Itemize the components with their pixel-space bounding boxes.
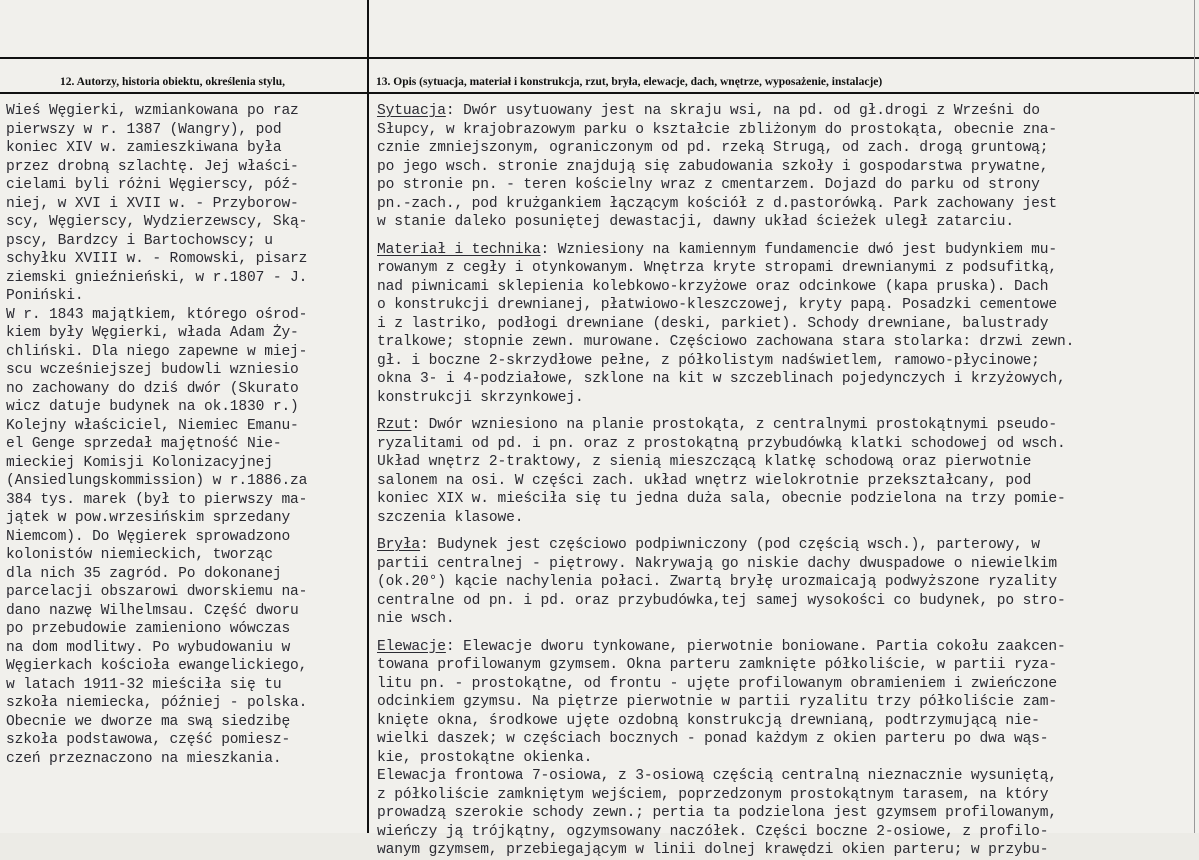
description-line bbox=[377, 102, 1192, 121]
history-line: po przebudowie zamieniono wówczas bbox=[6, 621, 291, 637]
history-line: szkoła niemiecka, później - polska. bbox=[6, 695, 308, 711]
description-line: Układ wnętrz 2-traktowy, z sienią mieszczącą klatkę schodową oraz pierwotnie bbox=[377, 454, 1032, 470]
section-text: : Wzniesiony na kamiennym fundamencie dwó jest budynkiem mu- bbox=[540, 241, 1058, 258]
history-line: W r. 1843 majątkiem, którego ośrod- bbox=[6, 306, 308, 323]
description-line: partii centralnej - piętrowy. Nakrywają go niskie dachy dwuspadowe o niewielkim bbox=[377, 555, 1058, 572]
section-gap bbox=[377, 407, 1192, 416]
history-line: szkoła podstawowa, część pomiesz- bbox=[6, 732, 291, 748]
description-line: rowanym z cegły i otynkowanym. Wnętrza kryte stropami drewnianymi z podsufitką, bbox=[377, 260, 1058, 276]
description-line: odcinkiem gzymsu. Na piętrze pierwotnie w partii ryzalitu trzy półkoliście zam- bbox=[377, 694, 1058, 710]
description-line: (ok.20°) kącie nachylenia połaci. Zwartą bryłę urozmaicają podwyższone ryzality bbox=[377, 574, 1058, 590]
top-rule bbox=[0, 57, 1199, 59]
column-divider bbox=[367, 0, 369, 833]
description-line: cznie zmniejszonym, ograniczonym od pd. rzeką Strugą, od zach. drogą gruntową; bbox=[377, 140, 1049, 156]
history-line: Obecnie we dworze ma swą siedzibę bbox=[6, 713, 291, 730]
section-title: Materiał i technika bbox=[377, 241, 541, 258]
history-line: Poniński. bbox=[6, 288, 84, 304]
description-line: konstrukcji skrzynkowej. bbox=[377, 389, 584, 406]
history-line: parcelacji obszarowi dworskiemu na- bbox=[6, 584, 308, 600]
description-line: tralkowe; stopnie zewn. murowane. Częściowo zachowana stara stolarka: drzwi zewn. bbox=[377, 334, 1075, 350]
history-line: schyłku XVIII w. - Romowski, pisarz bbox=[6, 251, 308, 267]
description-line: Elewacja frontowa 7-osiowa, z 3-osiową częścią centralną nieznacznie wysuniętą, bbox=[377, 768, 1058, 784]
history-line: niej, w XVI i XVII w. - Przyborow- bbox=[6, 195, 299, 212]
history-line: Kolejny właściciel, Niemiec Emanu- bbox=[6, 417, 299, 434]
description-line bbox=[377, 638, 1192, 657]
description-line: Słupcy, w krajobrazowym parku o kształcie zbliżonym do prostokąta, obecnie zna- bbox=[377, 121, 1058, 138]
description-line: po stronie pn. - teren kościelny wraz z cmentarzem. Dojazd do parku od strony bbox=[377, 177, 1040, 193]
history-text bbox=[6, 102, 362, 768]
right-column-heading: 13. Opis (sytuacja, materiał i konstrukcja, rzut, bryła, elewacje, dach, wnętrze, wyposażenie, instalacje) bbox=[376, 76, 883, 88]
description-line: okna 3- i 4-podziałowe, szklone na kit w szczeblinach pojedynczych i krzyżowych, bbox=[377, 371, 1066, 387]
description-line: w stanie daleko posuniętej dewastacji, dawny układ ścieżek uległ zatarciu. bbox=[377, 214, 1014, 230]
description-line: salonem na osi. W części zach. układ wnętrz wielokrotnie przekształcany, pod bbox=[377, 472, 1032, 489]
history-line: dano nazwę Wilhelmsau. Część dworu bbox=[6, 602, 299, 619]
description-line: po jego wsch. stronie znajdują się zabudowania szkoły i gospodarstwa prywatne, bbox=[377, 158, 1049, 175]
description-line: litu pn. - prostokątne, od frontu - ujęte profilowanym obramieniem i zwieńczone bbox=[377, 675, 1058, 692]
description-line: nie wsch. bbox=[377, 611, 455, 627]
section-title: Bryła bbox=[377, 537, 421, 553]
history-line: Węgierkach kościoła ewangelickiego, bbox=[6, 658, 308, 674]
description-line: knięte okna, środkowe ujęte ozdobną konstrukcją drewnianą, podtrzymującą nie- bbox=[377, 712, 1040, 729]
section-gap bbox=[377, 527, 1192, 536]
description-line bbox=[377, 241, 1192, 260]
history-line: w latach 1911-32 mieściła się tu bbox=[6, 676, 282, 693]
description-line: kie, prostokątne okienka. bbox=[377, 749, 593, 766]
description-line: szczenia klasowe. bbox=[377, 509, 524, 526]
section-gap bbox=[377, 629, 1192, 638]
history-line: czeń przeznaczono na mieszkania. bbox=[6, 750, 282, 767]
history-line: ziemski gnieźnieński, w r.1807 - J. bbox=[6, 269, 308, 286]
history-line: Niemcom). Do Węgierek sprowadzono bbox=[6, 528, 291, 545]
description-line: wanym gzymsem, przebiegającym w linii dolnej krawędzi okien parteru; w przybu- bbox=[377, 842, 1049, 858]
section-text: : Dwór wzniesiono na planie prostokąta, z centralnymi prostokątnymi pseudo- bbox=[411, 417, 1058, 433]
header-rule bbox=[0, 92, 1199, 94]
history-line: el Genge sprzedał majętność Nie- bbox=[6, 436, 282, 452]
history-line: przez drobną szlachtę. Jej właści- bbox=[6, 158, 299, 175]
history-line: no zachowany do dziś dwór (Skurato bbox=[6, 380, 299, 397]
section-title: Rzut bbox=[377, 417, 412, 433]
history-line: pierwszy w r. 1387 (Wangry), pod bbox=[6, 121, 282, 138]
history-line: jątek w pow.wrzesińskim sprzedany bbox=[6, 510, 291, 526]
description-line: nad piwnicami sklepienia kolebkowo-krzyżowe oraz odcinkowe (kapa pruska). Dach bbox=[377, 278, 1049, 295]
history-line: cielami byli różni Węgierscy, póź- bbox=[6, 177, 299, 193]
description-line: prowadzą szerokie schody zewn.; pertia ta podzielona jest gzymsem profilowanym, bbox=[377, 805, 1058, 821]
description-line: towana profilowanym gzymsem. Okna parteru zamknięte półkoliście, w partii ryza- bbox=[377, 657, 1058, 673]
right-edge bbox=[1194, 0, 1195, 833]
history-line: 384 tys. marek (był to pierwszy ma- bbox=[6, 491, 308, 508]
history-line: mieckiej Komisji Kolonizacyjnej bbox=[6, 454, 273, 471]
history-line: Wieś Węgierki, wzmiankowana po raz bbox=[6, 103, 299, 119]
section-gap bbox=[377, 232, 1192, 241]
history-line: na dom modlitwy. Po wybudowaniu w bbox=[6, 639, 291, 656]
history-line: chliński. Dla niego zapewne w miej- bbox=[6, 343, 308, 360]
description-line: z półkoliście zamkniętym wejściem, poprzedzonym prostokątnym tarasem, na który bbox=[377, 786, 1049, 803]
history-line: pscy, Bardzcy i Bartochowscy; u bbox=[6, 232, 273, 249]
left-column-heading: 12. Autorzy, historia obiektu, określenia stylu, bbox=[60, 76, 286, 88]
description-line: gł. i boczne 2-skrzydłowe pełne, z półkolistym nadświetlem, ramowo-płycinowe; bbox=[377, 352, 1040, 369]
section-title: Elewacje bbox=[377, 638, 446, 655]
description-line: centralne od pn. i pd. oraz przybudówka,tej samej wysokości co budynek, po stro- bbox=[377, 592, 1066, 609]
description-line: pn.-zach., pod krużgankiem łączącym kościół z d.pastorówką. Park zachowany jest bbox=[377, 195, 1058, 212]
history-line: (Ansiedlungskommission) w r.1886.za bbox=[6, 473, 308, 489]
description-line: o konstrukcji drewnianej, płatwiowo-kleszczowej, kryty papą. Posadzki cementowe bbox=[377, 297, 1058, 313]
history-line: wicz datuje budynek na ok.1830 r.) bbox=[6, 399, 299, 415]
description-line: wielki daszek; w częściach bocznych - ponad każdym z okien parteru po dwa wąs- bbox=[377, 731, 1049, 747]
description-line: i z lastriko, podłogi drewniane (deski, parkiet). Schody drewniane, balustrady bbox=[377, 315, 1049, 332]
history-line: koniec XIV w. zamieszkiwana była bbox=[6, 140, 282, 156]
description-line: wieńczy ją trójkątny, ogzymsowany naczółek. Części boczne 2-osiowe, z profilo- bbox=[377, 823, 1049, 840]
section-title: Sytuacja bbox=[377, 103, 446, 119]
description-text bbox=[377, 102, 1192, 860]
history-line: dla nich 35 zagród. Po dokonanej bbox=[6, 565, 282, 582]
section-text: : Budynek jest częściowo podpiwniczony (pod częścią wsch.), parterowy, w bbox=[420, 537, 1040, 553]
history-line: kolonistów niemieckich, tworząc bbox=[6, 547, 273, 563]
history-line: kiem były Węgierki, włada Adam Ży- bbox=[6, 325, 299, 341]
description-line: ryzalitami od pd. i pn. oraz z prostokątną przybudówką klatki schodowej od wsch. bbox=[377, 435, 1066, 452]
section-text: : Dwór usytuowany jest na skraju wsi, na pd. od gł.drogi z Wrześni do bbox=[445, 103, 1040, 119]
history-line: scy, Węgierscy, Wydzierzewscy, Ską- bbox=[6, 214, 308, 230]
description-line bbox=[377, 536, 1192, 555]
history-line: scu wcześniejszej budowli wzniesio bbox=[6, 362, 299, 378]
description-line bbox=[377, 416, 1192, 435]
description-line: koniec XIX w. mieściła się tu jedna duża sala, obecnie podzielona na trzy pomie- bbox=[377, 491, 1066, 507]
section-text: : Elewacje dworu tynkowane, pierwotnie boniowane. Partia cokołu zaakcen- bbox=[445, 638, 1066, 655]
